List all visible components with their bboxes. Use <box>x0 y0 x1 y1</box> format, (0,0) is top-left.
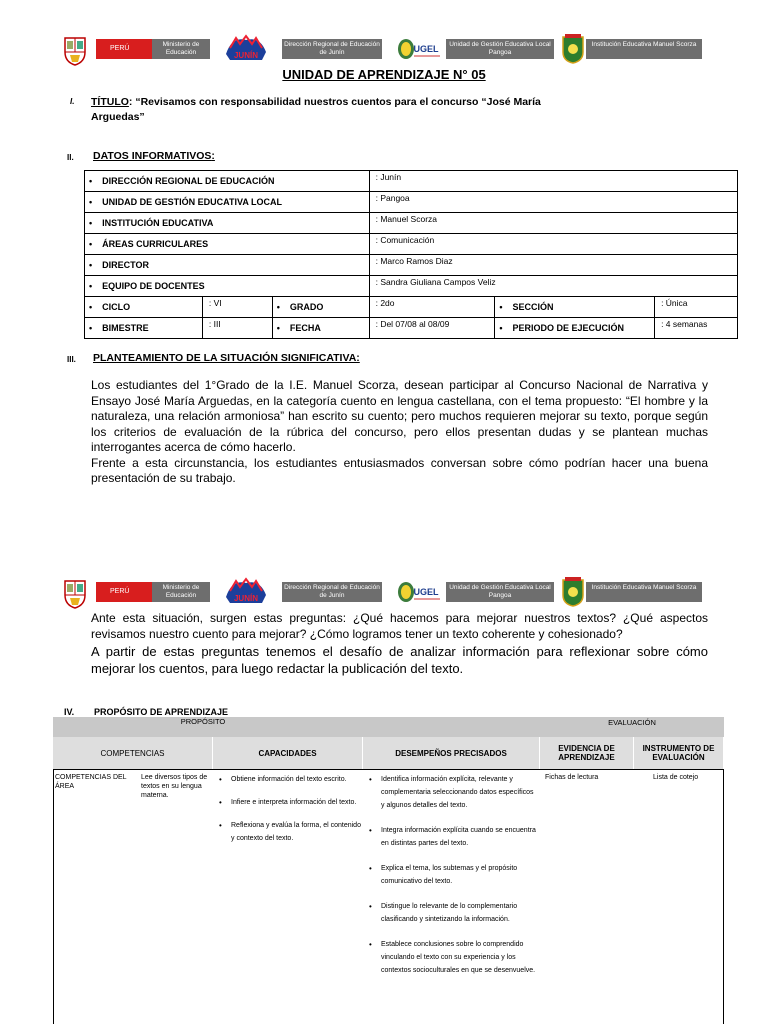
titulo-label: TÍTULO <box>91 96 129 108</box>
ciclo-value: : VI <box>202 297 272 318</box>
list-item: • Infiere e interpreta información del texto. <box>219 796 361 809</box>
situacion-significativa-text <box>91 378 708 487</box>
page-header <box>56 576 706 616</box>
col-desempenos: DESEMPEÑOS PRECISADOS <box>363 737 540 769</box>
svg-text:UGEL: UGEL <box>413 587 439 597</box>
table-row <box>85 171 738 192</box>
row-value: : Marco Ramos Diaz <box>369 255 737 276</box>
col-divider <box>53 769 54 1024</box>
datos-informativos-table <box>84 170 738 339</box>
table-row <box>85 234 738 255</box>
paragraph: A partir de estas preguntas tenemos el desafío de analizar información para reflexionar sobre cómo mejorar los cuentos, para luego redactar la publicación del texto. <box>91 644 708 676</box>
situacion-significativa-continued <box>91 611 708 677</box>
section-4-heading: PROPÓSITO DE APRENDIZAJE <box>94 707 229 717</box>
col-divider <box>723 769 724 1024</box>
peru-label: PERÚ <box>96 582 152 602</box>
col-competencias: COMPETENCIAS <box>53 737 213 769</box>
list-item: • Identifica información explícita, relevante y complementaria seleccionando datos específicos y algunos detalles del texto. <box>369 773 537 812</box>
row-label: • INSTITUCIÓN EDUCATIVA <box>85 213 370 234</box>
svg-text:UGEL: UGEL <box>413 44 439 54</box>
section-1-number: I. <box>70 97 75 106</box>
row-label: • DIRECCIÓN REGIONAL DE EDUCACIÓN <box>85 171 370 192</box>
fecha-value: : Del 07/08 al 08/09 <box>369 318 495 339</box>
ugel-logo-icon <box>396 35 442 63</box>
row-label: • UNIDAD DE GESTIÓN EDUCATIVA LOCAL <box>85 192 370 213</box>
document-title: UNIDAD DE APRENDIZAJE N° 05 <box>282 67 486 82</box>
row-label: • DIRECTOR <box>85 255 370 276</box>
desempenos-cell <box>369 773 537 989</box>
institucion-emblem-icon <box>562 34 584 64</box>
section-3-heading: PLANTEAMIENTO DE LA SITUACIÓN SIGNIFICATIVA: <box>93 352 360 364</box>
svg-text:JUNÍN: JUNÍN <box>233 51 259 60</box>
seccion-label: • SECCIÓN <box>495 297 655 318</box>
section-3-number: III. <box>67 355 76 364</box>
row-value: : Sandra Giuliana Campos Veliz <box>369 276 737 297</box>
bimestre-value: : III <box>202 318 272 339</box>
periodo-value: : 4 semanas <box>655 318 738 339</box>
titulo-text: : “Revisamos con responsabilidad nuestros cuentos para el concurso “José María Arguedas” <box>91 96 541 123</box>
peru-coat-of-arms-icon <box>62 579 88 609</box>
institucion-emblem-icon <box>562 577 584 607</box>
table-row <box>85 318 738 339</box>
ministerio-label: Ministerio de Educación <box>152 39 210 59</box>
grado-value: : 2do <box>369 297 495 318</box>
ciclo-label: • CICLO <box>85 297 203 318</box>
fecha-label: • FECHA <box>272 318 369 339</box>
grado-label: • GRADO <box>272 297 369 318</box>
svg-text:JUNÍN: JUNÍN <box>233 594 259 603</box>
list-item: • Explica el tema, los subtemas y el propósito comunicativo del texto. <box>369 862 537 888</box>
area-cell: COMPETENCIAS DEL ÁREA <box>55 774 127 790</box>
row-value: : Pangoa <box>369 192 737 213</box>
datos-colon: : <box>211 150 215 162</box>
instrumento-cell: Lista de cotejo <box>653 774 699 781</box>
direccion-regional-label: Dirección Regional de Educación de Junín <box>282 39 382 59</box>
row-value: : Manuel Scorza <box>369 213 737 234</box>
institucion-label: Institución Educativa Manuel Scorza <box>586 582 702 602</box>
ugel-label: Unidad de Gestión Educativa Local Pangoa <box>446 582 554 602</box>
peru-label: PERÚ <box>96 39 152 59</box>
col-capacidades: CAPACIDADES <box>213 737 363 769</box>
band-evaluacion: EVALUACIÓN <box>540 717 724 737</box>
ugel-label: Unidad de Gestión Educativa Local Pangoa <box>446 39 554 59</box>
row-label: • EQUIPO DE DOCENTES <box>85 276 370 297</box>
table-row <box>85 276 738 297</box>
list-item: • Obtiene información del texto escrito. <box>219 773 361 786</box>
paragraph: Ante esta situación, surgen estas preguntas: ¿Qué hacemos para mejorar nuestros textos? ¿Qué aspectos revisamos nuestro cuento para mejorar? ¿Cómo logramos tener un texto coherente y cohesionado? <box>91 611 708 641</box>
list-item: • Establece conclusiones sobre lo comprendido vinculando el texto con su experiencia y los contextos socioculturales en que se desenvuelve. <box>369 938 537 977</box>
table-row <box>85 297 738 318</box>
capacidades-cell <box>219 773 361 855</box>
section-2-heading <box>93 150 215 162</box>
section-4-number: IV. <box>64 707 75 717</box>
list-item: • Integra información explícita cuando se encuentra en distintas partes del texto. <box>369 824 537 850</box>
direccion-regional-label: Dirección Regional de Educación de Junín <box>282 582 382 602</box>
ministerio-label: Ministerio de Educación <box>152 582 210 602</box>
col-instrumento: INSTRUMENTO DE EVALUACIÓN <box>634 737 724 769</box>
table-row <box>85 192 738 213</box>
seccion-value: : Única <box>655 297 738 318</box>
paragraph: Los estudiantes del 1°Grado de la I.E. Manuel Scorza, desean participar al Concurso Nacional de Narrativa y Ensayo José María Arguedas, en la categoría cuento en lengua castellana, con el tema propuesto: “El hombre y la naturaleza, una relación armoniosa” han escrito su cuento; pero muchos requieren mejorar su texto, porque según los criterios de evaluación de la rúbrica del concurso, pero ellos presentan dudas y se plantean muchas interrogantes acerca de cómo hacerlo. <box>91 378 708 454</box>
row-divider <box>53 769 724 770</box>
proposito-table <box>53 717 724 1024</box>
band-proposito: PROPÓSITO <box>53 717 540 737</box>
competencia-cell: Lee diversos tipos de textos en su lengua materna. <box>141 774 208 799</box>
paragraph: Frente a esta circunstancia, los estudiantes entusiasmados conversan sobre cómo podrían hacer una buena presentación de su trabajo. <box>91 455 708 485</box>
evidencia-cell: Fichas de lectura <box>545 774 599 781</box>
row-value: : Junín <box>369 171 737 192</box>
table-row <box>85 255 738 276</box>
datos-label: DATOS INFORMATIVOS <box>93 150 212 162</box>
row-value: : Comunicación <box>369 234 737 255</box>
peru-coat-of-arms-icon <box>62 36 88 66</box>
list-item: • Distingue lo relevante de lo complementario clasificando y sintetizando la información. <box>369 900 537 926</box>
section-1-title <box>91 95 571 125</box>
table-row <box>85 213 738 234</box>
col-evidencia: EVIDENCIA DE APRENDIZAJE <box>540 737 634 769</box>
ugel-logo-icon <box>396 578 442 606</box>
section-2-number: II. <box>67 153 74 162</box>
institucion-label: Institución Educativa Manuel Scorza <box>586 39 702 59</box>
list-item: • Reflexiona y evalúa la forma, el contenido y contexto del texto. <box>219 819 361 845</box>
periodo-label: • PERIODO DE EJECUCIÓN <box>495 318 655 339</box>
junin-logo-icon <box>222 34 270 64</box>
row-label: • ÁREAS CURRICULARES <box>85 234 370 255</box>
bimestre-label: • BIMESTRE <box>85 318 203 339</box>
junin-logo-icon <box>222 577 270 607</box>
